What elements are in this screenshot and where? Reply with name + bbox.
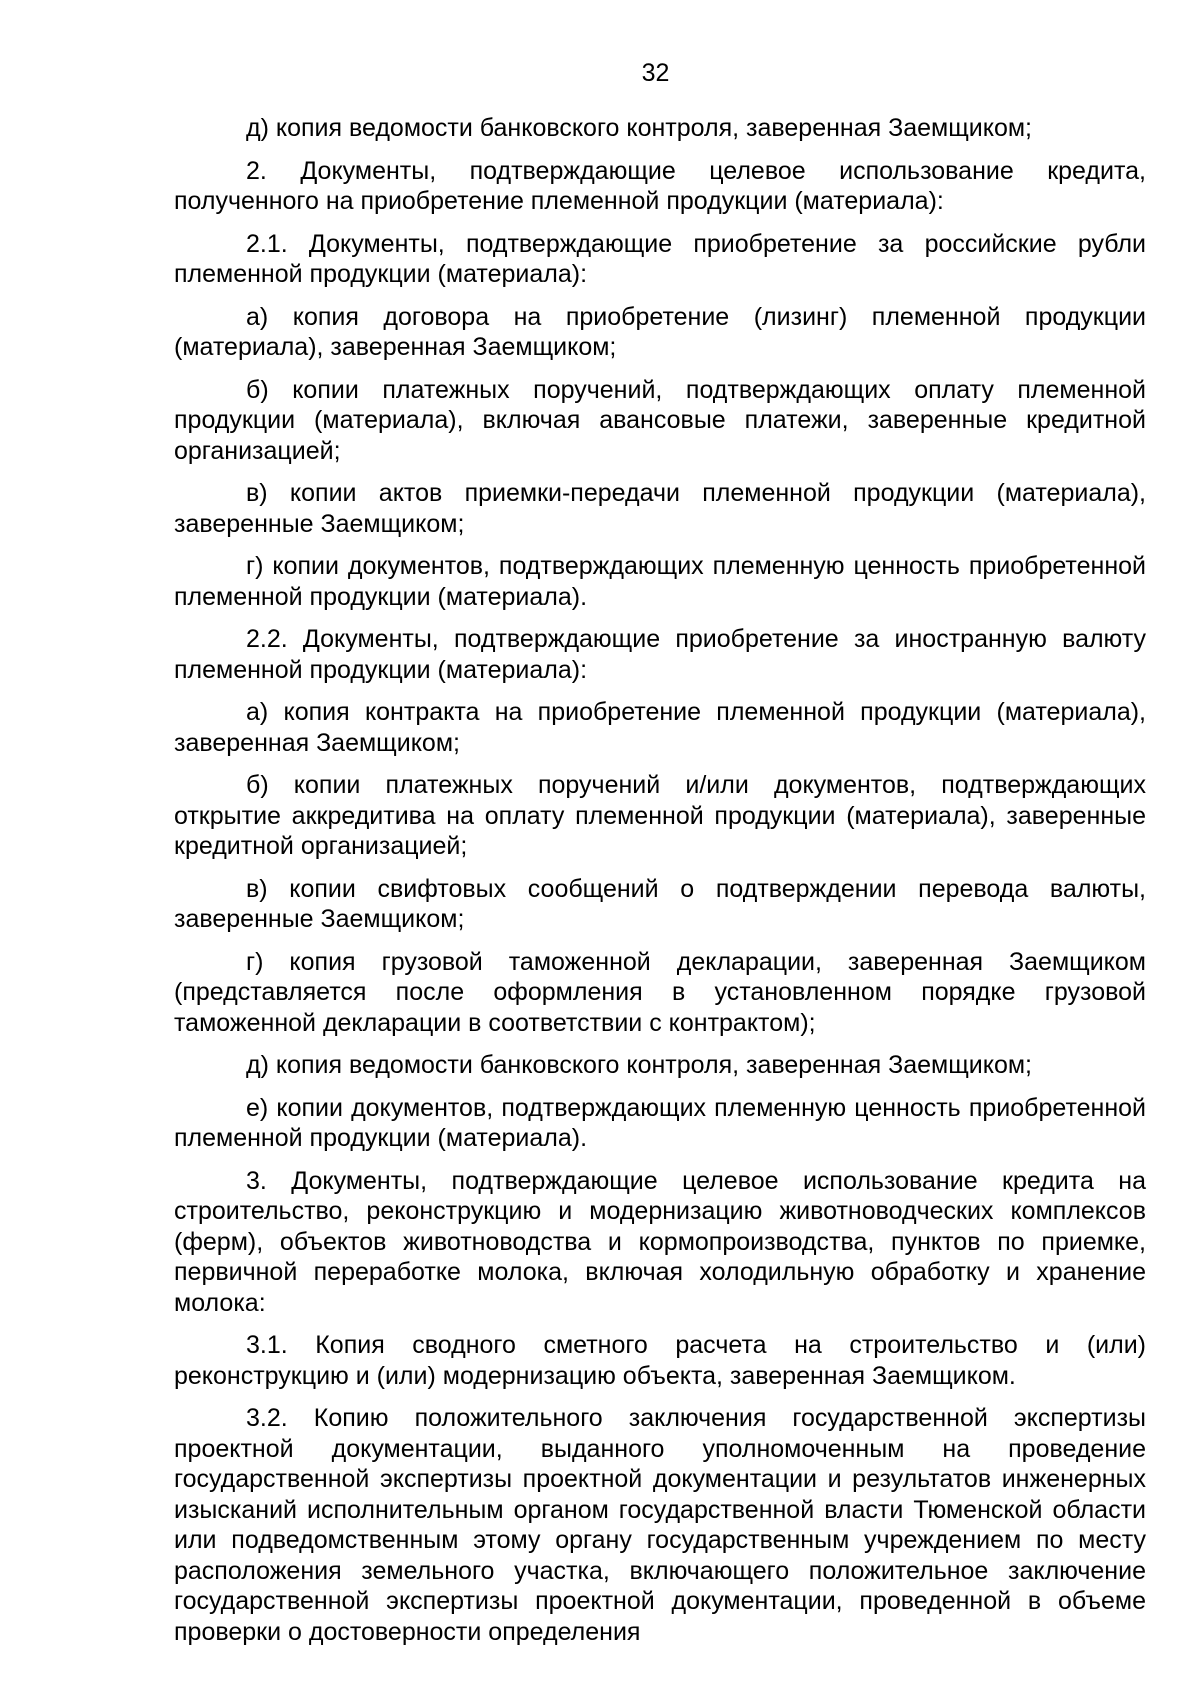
paragraph-2-1-heading: 2.1. Документы, подтверждающие приобретение за российские рубли племенной продукции (материала): <box>174 229 1146 288</box>
paragraph-2-2-a: а) копия контракта на приобретение племенной продукции (материала), заверенная Заемщиком; <box>174 698 1146 757</box>
paragraph-2-1-b: б) копии платежных поручений, подтверждающих оплату племенной продукции (материала), включая авансовые платежи, заверенные кредитной организацией; <box>174 375 1146 465</box>
paragraph-2-2-heading: 2.2. Документы, подтверждающие приобретение за иностранную валюту племенной продукции (материала): <box>174 625 1146 684</box>
paragraph-2-2-e: е) копии документов, подтверждающих племенную ценность приобретенной племенной продукции (материала). <box>174 1093 1146 1152</box>
paragraph-3-2: 3.2. Копию положительного заключения государственной экспертизы проектной документации, выданного уполномоченным на проведение государственной экспертизы проектной документации и результатов инженерных изысканий исполнительным органом государственной власти Тюменской области или подведомственным этому органу государственным учреждением по месту расположения земельного участка, включающего положительное заключение государственной экспертизы проектной документации, проведенной в объеме проверки о достоверности определения <box>174 1404 1146 1646</box>
paragraph-2-2-d: д) копия ведомости банковского контроля, заверенная Заемщиком; <box>246 1051 1032 1079</box>
paragraph-2-1-v: в) копии актов приемки-передачи племенной продукции (материала), заверенные Заемщиком; <box>174 479 1146 538</box>
paragraph-d-bank-control: д) копия ведомости банковского контроля, заверенная Заемщиком; <box>246 114 1032 142</box>
paragraph-2-1-g: г) копии документов, подтверждающих племенную ценность приобретенной племенной продукции (материала). <box>174 552 1146 611</box>
paragraph-2-2-g: г) копия грузовой таможенной декларации, заверенная Заемщиком (представляется после оформления в установленном порядке грузовой таможенной декларации в соответствии с контрактом); <box>174 947 1146 1037</box>
paragraph-2-2-b: б) копии платежных поручений и/или документов, подтверждающих открытие аккредитива на оплату племенной продукции (материала), заверенные кредитной организацией; <box>174 771 1146 860</box>
paragraph-3-heading: 3. Документы, подтверждающие целевое использование кредита на строительство, реконструкцию и модернизацию животноводческих комплексов (ферм), объектов животноводства и кормопроизводства, пунктов по приемке, первичной переработке молока, включая холодильную обработку и хранение молока: <box>174 1166 1146 1317</box>
paragraph-2-2-v: в) копии свифтовых сообщений о подтверждении перевода валюты, заверенные Заемщиком; <box>174 874 1146 933</box>
document-body <box>174 113 1146 1659</box>
paragraph-3-1: 3.1. Копия сводного сметного расчета на строительство и (или) реконструкцию и (или) модернизацию объекта, заверенная Заемщиком. <box>174 1331 1146 1390</box>
paragraph-2-1-a: а) копия договора на приобретение (лизинг) племенной продукции (материала), заверенная Заемщиком; <box>174 302 1146 361</box>
page-number: 32 <box>641 59 670 87</box>
paragraph-2-heading: 2. Документы, подтверждающие целевое использование кредита, полученного на приобретение племенной продукции (материала): <box>174 156 1146 215</box>
